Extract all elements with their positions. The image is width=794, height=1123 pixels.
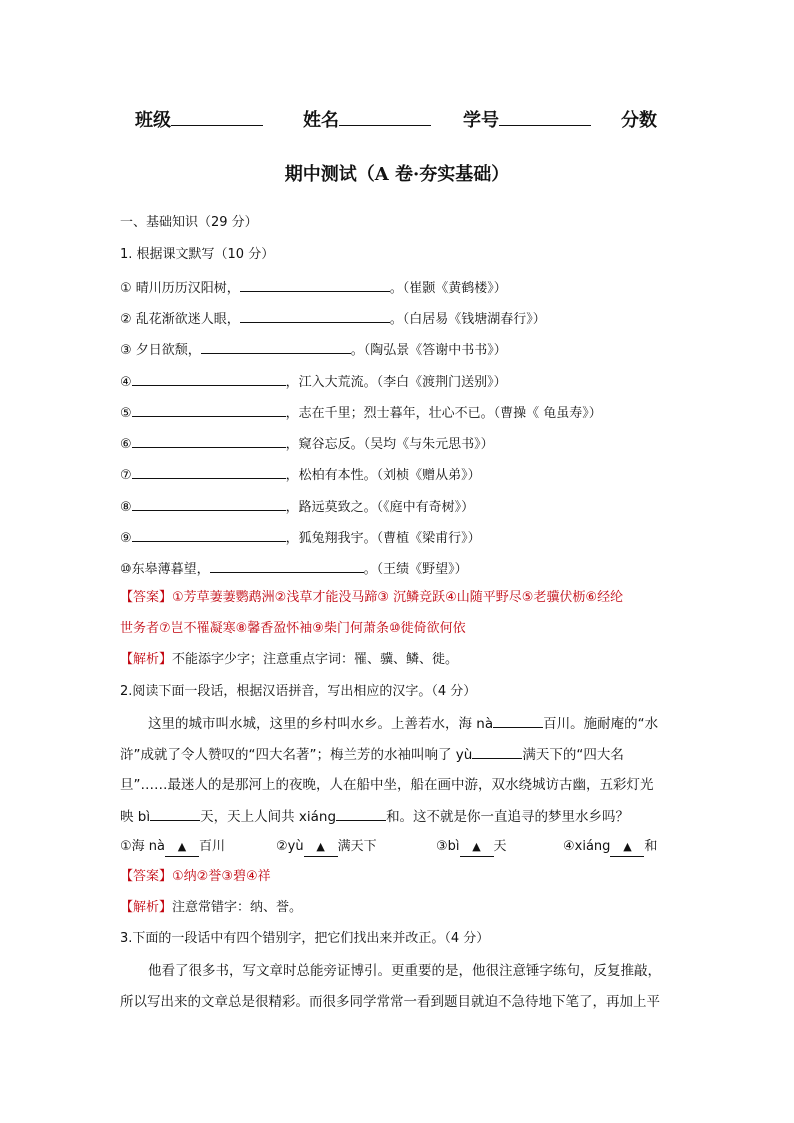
triangle-marker: ▲ xyxy=(610,838,644,857)
q2-passage-line: 旦”……最迷人的是那河上的夜晚，人在船中坐，船在画中游，双水绕城访古幽，五彩灯光 xyxy=(120,777,654,793)
q1-item: ⑦ ，松柏有本性。（刘桢《赠从弟》） xyxy=(120,465,481,484)
answer-blank[interactable] xyxy=(132,403,286,417)
answer-blank[interactable] xyxy=(240,278,390,292)
pinyin-blank[interactable] xyxy=(493,714,543,728)
q2-analysis xyxy=(120,900,302,916)
class-label: 班级 xyxy=(135,110,171,131)
q1-item: ② 乱花渐欲迷人眼， 。（白居易《钱塘湖春行》） xyxy=(120,309,546,328)
answer-blank[interactable] xyxy=(132,372,286,386)
q1-answer xyxy=(120,590,623,606)
q1-analysis xyxy=(120,652,458,668)
q2-option: ③bì ▲ 天 xyxy=(436,838,507,857)
pinyin-blank[interactable] xyxy=(336,807,386,821)
answer-text: 世务者⑦岂不罹凝寒⑧馨香盈怀袖⑨柴门何萧条⑩徙倚欲何依 xyxy=(120,621,466,636)
pinyin-blank[interactable] xyxy=(150,807,200,821)
q1-item: ⑧ ，路远莫致之。（《庭中有奇树》） xyxy=(120,497,474,516)
q1-item: ③ 夕日欲颓， 。（陶弘景《答谢中书书》） xyxy=(120,340,507,359)
page-title: 期中测试（A 卷·夯实基础） xyxy=(284,164,510,185)
answer-blank[interactable] xyxy=(132,434,286,448)
name-blank[interactable] xyxy=(339,107,431,126)
q3-passage-line: 他看了很多书，写文章时总能旁证博引。更重要的是，他很注意锤字练句，反复推敲， xyxy=(148,963,661,979)
analysis-text: 不能添字少字；注意重点字词：罹、骥、鳞、徙。 xyxy=(172,652,459,667)
analysis-label: 【解析】 xyxy=(120,652,173,667)
q1-item: ⑨ ，狐兔翔我宇。（曹植《梁甫行》） xyxy=(120,528,481,547)
q1-item: ⑩东皋薄暮望， 。（王绩《野望》） xyxy=(120,559,468,578)
answer-blank[interactable] xyxy=(201,340,351,354)
q2-option: ②yù ▲ 满天下 xyxy=(276,838,377,857)
q3-passage-line: 所以写出来的文章总是很精彩。而很多同学常常一看到题目就迫不急待地下笔了，再加上平 xyxy=(120,994,660,1010)
answer-text: ①芳草萋萋鹦鹉洲②浅草才能没马蹄③ 沉鳞竞跃④山随平野尽⑤老骥伏枥⑥经纶 xyxy=(172,590,624,605)
triangle-marker: ▲ xyxy=(165,838,199,857)
q2-option: ④xiáng ▲ 和 xyxy=(563,838,657,857)
class-blank[interactable] xyxy=(171,107,263,126)
q1-item: ① 晴川历历汉阳树， 。（崔颢《黄鹤楼》） xyxy=(120,278,507,297)
triangle-marker: ▲ xyxy=(460,838,494,857)
q2-passage-line: 浒”成就了令人赞叹的“四大名著”；梅兰芳的水袖叫响了 yù 满天下的“四大名 xyxy=(120,747,624,763)
score-label: 分数 xyxy=(621,110,657,131)
id-field xyxy=(463,106,591,132)
triangle-marker: ▲ xyxy=(304,838,338,857)
q2-answer xyxy=(120,869,271,885)
analysis-text: 注意常错字：纳、誉。 xyxy=(172,900,303,915)
q2-passage-line: 映 bì 天，天上人间共 xiáng 和。这不就是你一直追寻的梦里水乡吗？ xyxy=(120,809,630,825)
id-blank[interactable] xyxy=(499,107,591,126)
class-field xyxy=(135,106,263,132)
q3-heading: 3.下面的一段话中有四个错别字，把它们找出来并改正。（4 分） xyxy=(120,931,490,946)
name-field xyxy=(303,106,431,132)
answer-label: 【答案】 xyxy=(120,590,173,605)
q2-option: ①海 nà ▲ 百川 xyxy=(120,838,225,857)
answer-label: 【答案】 xyxy=(120,869,173,884)
answer-blank[interactable] xyxy=(132,528,286,542)
answer-text: ①纳②誉③碧④祥 xyxy=(172,869,271,884)
answer-blank[interactable] xyxy=(132,465,286,479)
name-label: 姓名 xyxy=(303,110,339,131)
id-label: 学号 xyxy=(463,110,499,131)
pinyin-blank[interactable] xyxy=(472,745,522,759)
q1-answer-cont xyxy=(120,621,466,637)
q1-heading: 1. 根据课文默写（10 分） xyxy=(120,247,275,262)
q2-passage-line: 这里的城市叫水城，这里的乡村叫水乡。上善若水，海 nà 百川。施耐庵的“水 xyxy=(148,716,659,732)
q1-item: ⑥ ，窥谷忘反。（吴均《与朱元思书》） xyxy=(120,434,494,453)
section-heading: 一、基础知识（29 分） xyxy=(120,215,258,230)
analysis-label: 【解析】 xyxy=(120,900,173,915)
answer-blank[interactable] xyxy=(240,309,390,323)
q1-item: ⑤ ，志在千里；烈士暮年，壮心不已。（曹操《 龟虽寿》） xyxy=(120,403,602,422)
answer-blank[interactable] xyxy=(132,497,286,511)
q2-heading: 2.阅读下面一段话，根据汉语拼音，写出相应的汉字。（4 分） xyxy=(120,684,477,699)
answer-blank[interactable] xyxy=(210,559,364,573)
q1-item: ④ ，江入大荒流。（李白《渡荆门送别》） xyxy=(120,372,507,391)
